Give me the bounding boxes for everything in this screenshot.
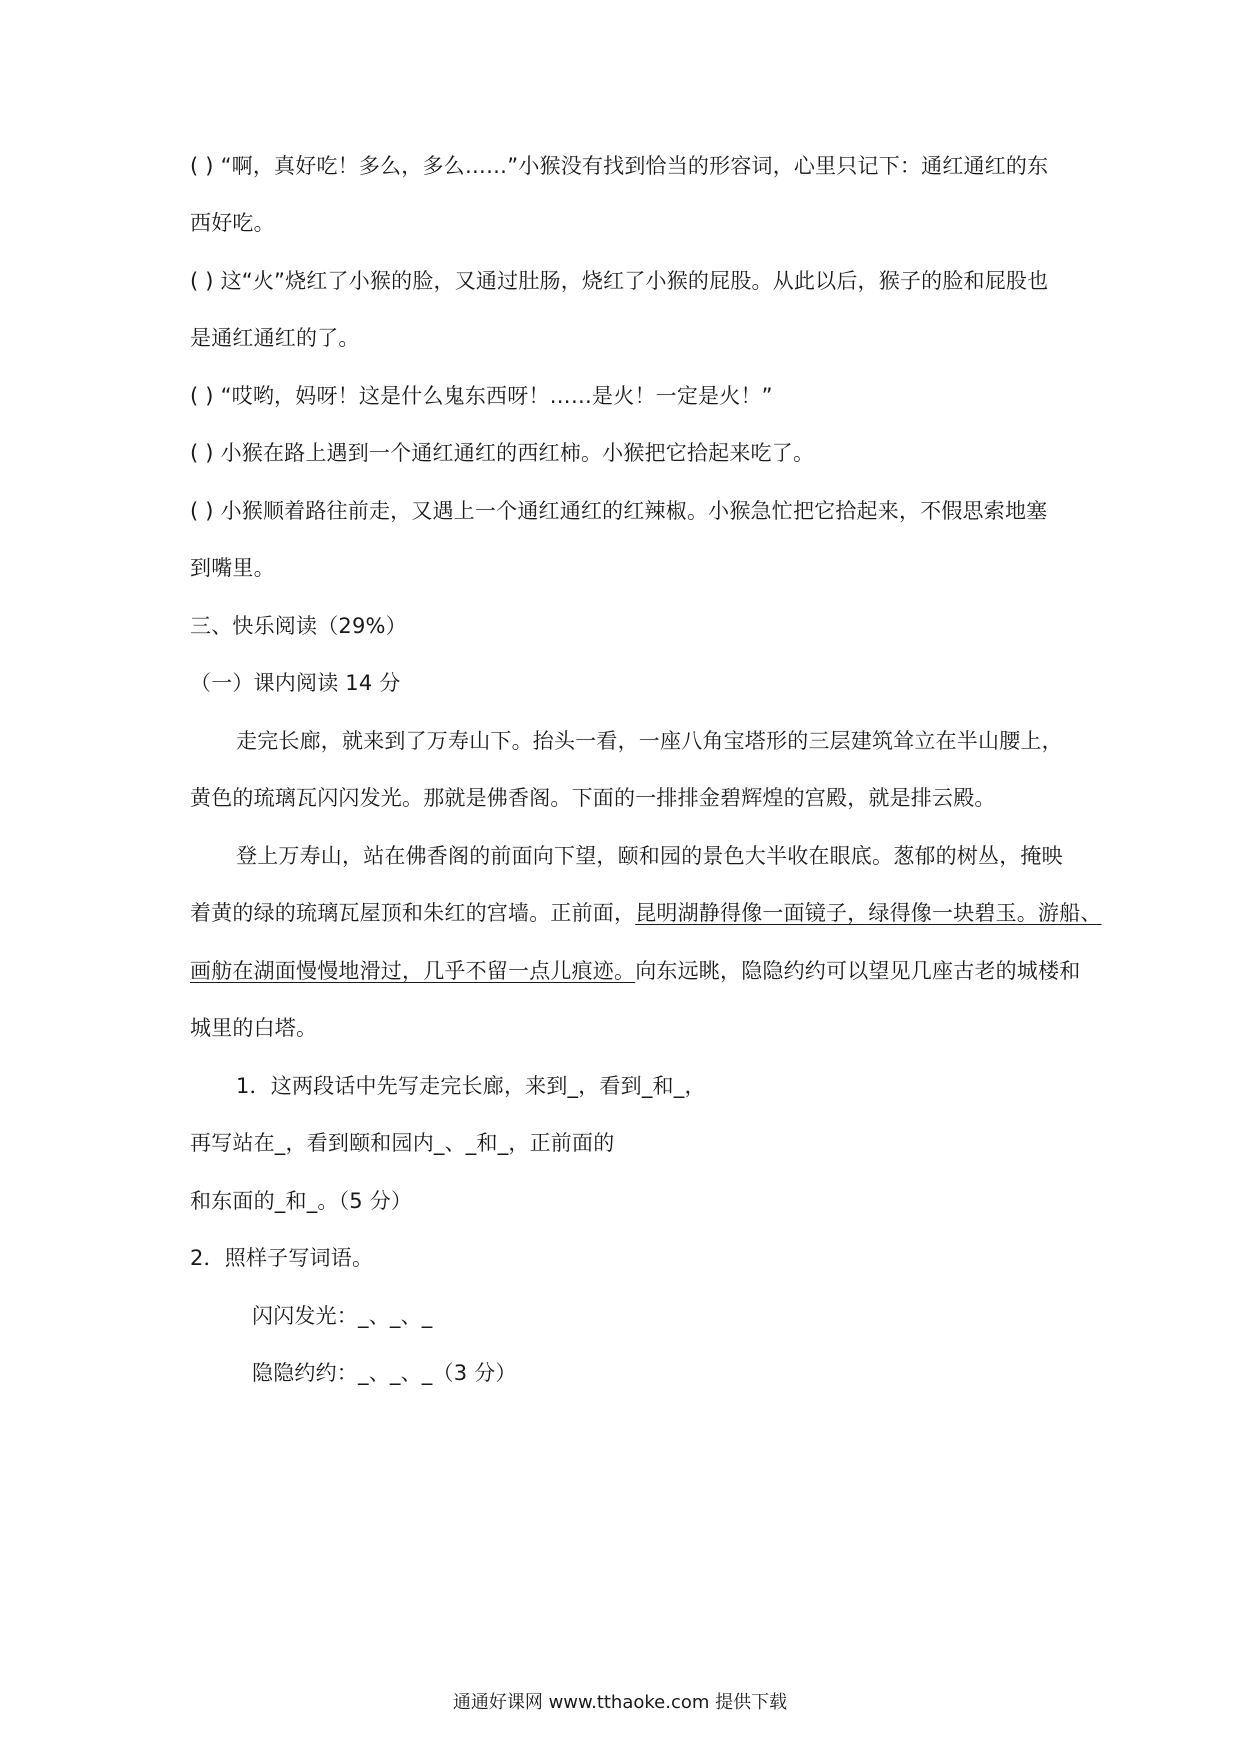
ordering-item-1-line-1 bbox=[190, 150, 1048, 182]
ordering-item-4-line-1 bbox=[190, 437, 814, 469]
question-2-line-2: 隐隐约约：_、_、_（3 分） bbox=[252, 1361, 517, 1385]
ordering-item-5-text: 小猴顺着路往前走，又遇上一个通红通红的红辣椒。小猴急忙把它拾起来，不假思索地塞 bbox=[220, 499, 1048, 523]
question-1-line-1: 1．这两段话中先写走完长廊，来到_，看到_和_， bbox=[236, 1074, 706, 1098]
passage-p2-line-4: 城里的白塔。 bbox=[190, 1016, 318, 1040]
question-2-title: 2．照样子写词语。 bbox=[190, 1246, 374, 1270]
ordering-item-3-line-1 bbox=[190, 380, 773, 412]
passage-p2-line-3 bbox=[190, 955, 1080, 987]
question-1-line-3: 和东面的_和_。（5 分） bbox=[190, 1189, 413, 1213]
ordering-item-2-text: 这“火”烧红了小猴的脸，又通过肚肠，烧红了小猴的屁股。从此以后，猴子的脸和屁股也 bbox=[220, 269, 1049, 293]
page-footer: 通通好课网 www.tthaoke.com 提供下载 bbox=[452, 1692, 788, 1713]
passage-p1-line-2: 黄色的琉璃瓦闪闪发光。那就是佛香阁。下面的一排排金碧辉煌的宫殿，就是排云殿。 bbox=[190, 786, 996, 810]
ordering-item-1-text: “啊，真好吃！多么，多么……”小猴没有找到恰当的形容词，心里只记下：通红通红的东 bbox=[220, 154, 1049, 178]
ordering-item-1-line-2: 西好吃。 bbox=[190, 211, 275, 235]
passage-p1-line-1: 走完长廊，就来到了万寿山下。抬头一看，一座八角宝塔形的三层建筑耸立在半山腰上， bbox=[236, 729, 1063, 753]
section-subheading: （一）课内阅读 14 分 bbox=[190, 671, 401, 695]
ordering-item-5-line-2: 到嘴里。 bbox=[190, 556, 275, 580]
passage-underlined-sentence-part-2: 画舫在湖面慢慢地滑过，几乎不留一点儿痕迹。 bbox=[190, 959, 636, 983]
passage-p2-line-1: 登上万寿山，站在佛香阁的前面向下望，颐和园的景色大半收在眼底。葱郁的树丛，掩映 bbox=[236, 844, 1063, 868]
question-2-line-1: 闪闪发光：_、_、_ bbox=[252, 1304, 433, 1328]
ordering-item-2-line-2: 是通红通红的了。 bbox=[190, 326, 360, 350]
ordering-item-4-mark: ( ) bbox=[190, 441, 214, 465]
ordering-item-3-mark: ( ) bbox=[190, 384, 214, 408]
ordering-item-2-mark: ( ) bbox=[190, 269, 214, 293]
passage-p2-line-2 bbox=[190, 897, 1102, 929]
ordering-item-5-mark: ( ) bbox=[190, 499, 214, 523]
question-1-line-2: 再写站在_，看到颐和园内_、_和_，正前面的 bbox=[190, 1131, 615, 1155]
ordering-item-3-text: “哎哟，妈呀！这是什么鬼东西呀！……是火！一定是火！” bbox=[220, 384, 773, 408]
ordering-item-1-mark: ( ) bbox=[190, 154, 214, 178]
ordering-item-4-text: 小猴在路上遇到一个通红通红的西红柿。小猴把它拾起来吃了。 bbox=[220, 441, 815, 465]
passage-underlined-sentence-part-1: 昆明湖静得像一面镜子，绿得像一块碧玉。游船、 bbox=[635, 901, 1102, 925]
passage-p2-line-3-plain: 向东远眺，隐隐约约可以望见几座古老的城楼和 bbox=[635, 959, 1081, 983]
section-heading: 三、快乐阅读（29%） bbox=[190, 614, 407, 638]
ordering-item-2-line-1 bbox=[190, 265, 1048, 297]
ordering-item-5-line-1 bbox=[190, 495, 1047, 527]
passage-p2-line-2-plain: 着黄的绿的琉璃瓦屋顶和朱红的宫墙。正前面， bbox=[190, 901, 636, 925]
